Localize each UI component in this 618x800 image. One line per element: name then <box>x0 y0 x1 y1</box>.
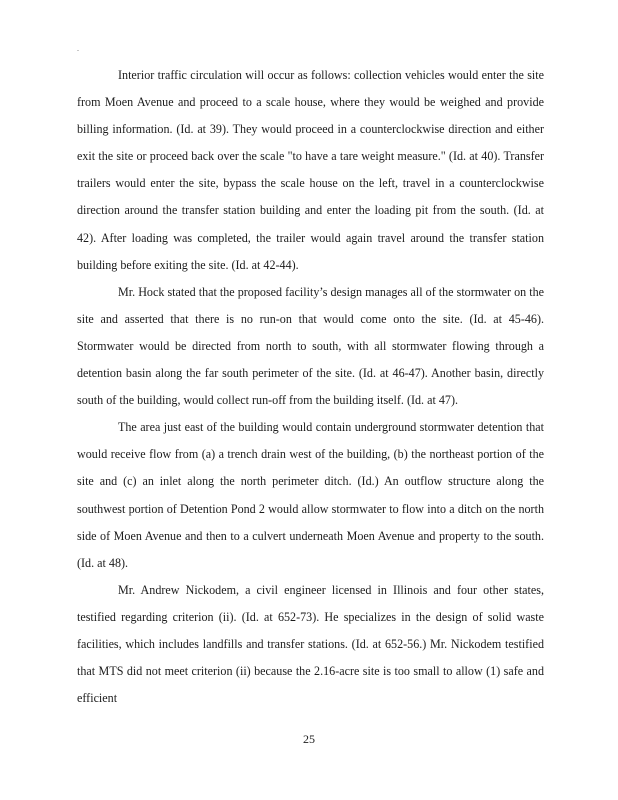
paragraph-nickodem-testimony: Mr. Andrew Nickodem, a civil engineer licensed in Illinois and four other states, testified regarding criterion (ii). (Id. at 652-73). He specializes in the design of solid waste facilities, which includes landfills and transfer stations. (Id. at 652-56.) Mr. Nickodem testified that MTS did not meet criterion (ii) because the 2.16-acre site is too small to allow (1) safe and efficient <box>77 582 544 706</box>
paragraph-stormwater-management: Mr. Hock stated that the proposed facility’s design manages all of the stormwater on the site and asserted that there is no run-on that would come onto the site. (Id. at 45-46). Stormwater would be directed from north to south, with all stormwater flowing through a detention basin along the far south perimeter of the site. (Id. at 46-47). Another basin, directly south of the building, would collect run-off from the building itself. (Id. at 47). <box>77 284 544 408</box>
body-text <box>77 62 544 712</box>
page-number: 25 <box>303 732 315 746</box>
paragraph-underground-detention: The area just east of the building would contain underground stormwater detention that would receive flow from (a) a trench drain west of the building, (b) the northeast portion of the site and (c) an inlet along the north perimeter ditch. (Id.) An outflow structure along the southwest portion of Detention Pond 2 would allow stormwater to flow into a ditch on the north side of Moen Avenue and then to a culvert underneath Moen Avenue and property to the south. (Id. at 48). <box>77 420 544 570</box>
paragraph-traffic-circulation: Interior traffic circulation will occur as follows: collection vehicles would enter the site from Moen Avenue and proceed to a scale house, where they would be weighed and provide billing information. (Id. at 39). They would proceed in a counterclockwise direction and either exit the site or proceed back over the scale "to have a tare weight measure." (Id. at 40). Transfer trailers would enter the site, bypass the scale house on the left, travel in a counterclockwise direction around the transfer station building and enter the loading pit from the south. (Id. at 42). After loading was completed, the trailer would again travel around the transfer station building before exiting the site. (Id. at 42-44). <box>77 68 544 272</box>
scan-speck <box>77 50 79 51</box>
